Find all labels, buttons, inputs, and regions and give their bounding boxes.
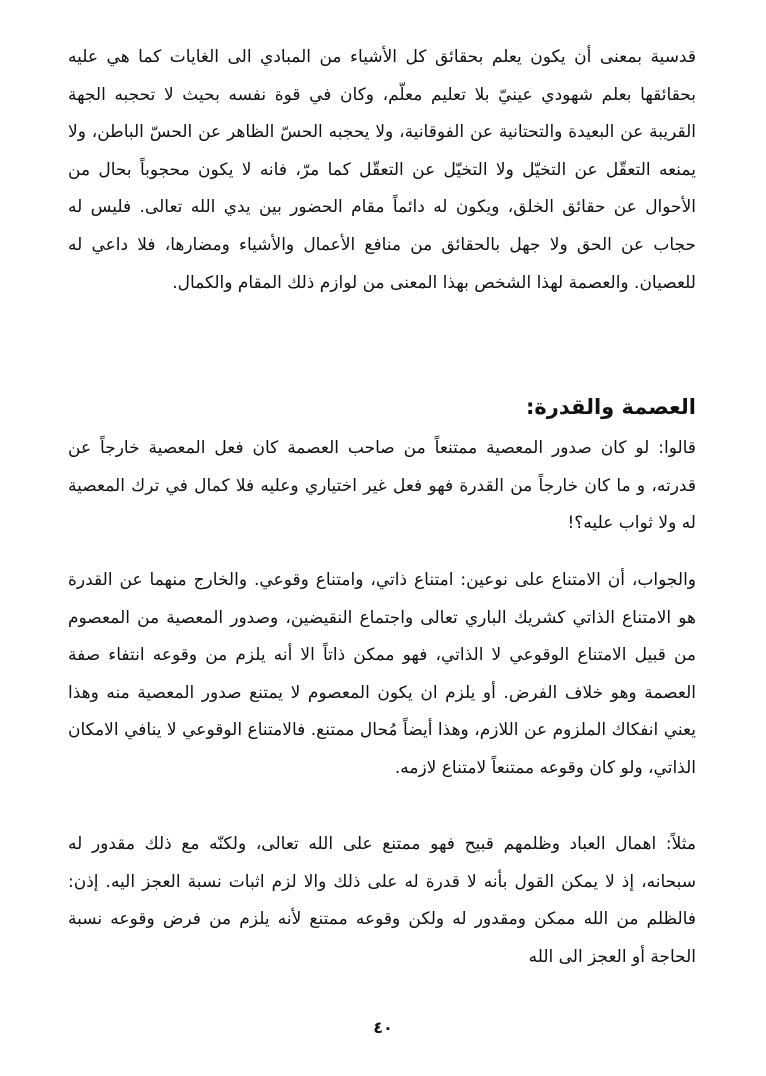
paragraph-answer: والجواب، أن الامتناع على نوعين: امتناع ذاتي، وامتناع وقوعي. والخارج منهما عن القدرة هو الامتناع الذاتي كشريك الباري تعالى واجتماع النقيضين، وصدور المعصية من المعصوم من قبيل الامتناع الوقوعي لا الذاتي، فهو ممكن ذاتاً الا أنه يلزم من وقوعه انتفاء صفة العصمة وهو خلاف الفرض. أو يلزم ان يكون المعصوم لا يمتنع صدور المعصية منه وهذا يعني انفكاك الملزوم عن اللازم، وهذا أيضاً مُحال ممتنع. فالامتناع الوقوعي لا ينافي الامكان الذاتي، ولو كان وقوعه ممتنعاً لامتناع لازمه. — [68, 570, 696, 778]
paragraph-objection: قالوا: لو كان صدور المعصية ممتنعاً من صاحب العصمة كان فعل المعصية خارجاً عن قدرته، و ما كان خارجاً من القدرة فهو فعل غير اختياري وعليه فلا كمال في ترك المعصية له ولا ثواب عليه؟! — [68, 438, 696, 534]
page-number: ٤٠ — [373, 1018, 393, 1037]
section-heading: العصمة والقدرة: — [525, 395, 696, 419]
paragraph-example: مثلاً: اهمال العباد وظلمهم قبيح فهو ممتنع على الله تعالى، ولكنّه مع ذلك مقدور له سبحانه، إذ لا يمكن القول بأنه لا قدرة له على ذلك والا لزم اثبات نسبة العجز اليه. إذن: فالظلم من الله ممكن ومقدور له ولكن وقوعه ممتنع لأنه يلزم من فرض وقوعه نسبة الحاجة أو العجز الى الله — [68, 834, 696, 967]
paragraph-opening: قدسية بمعنى أن يكون يعلم بحقائق كل الأشياء من المبادي الى الغايات كما هي عليه بحقائقها بعلم شهودي عينيّ بلا تعليم معلّم، وكان في قوة نفسه بحيث لا تحجبه الجهة القريبة عن البعيدة والتحتانية عن الفوقانية، ولا يحجبه الحسّ الظاهر عن الحسّ الباطن، ولا يمنعه التعقّل عن التخيّل ولا التخيّل عن التعقّل كما مرّ، فانه لا يكون محجوباً بحال من الأحوال عن حقائق الخلق، ويكون له دائماً مقام الحضور بين يدي الله تعالى. فليس له حجاب عن الحق ولا جهل بالحقائق من منافع الأعمال والأشياء ومضارها، فلا داعي له للعصيان. والعصمة لهذا الشخص بهذا المعنى من لوازم ذلك المقام والكمال. — [68, 47, 696, 293]
